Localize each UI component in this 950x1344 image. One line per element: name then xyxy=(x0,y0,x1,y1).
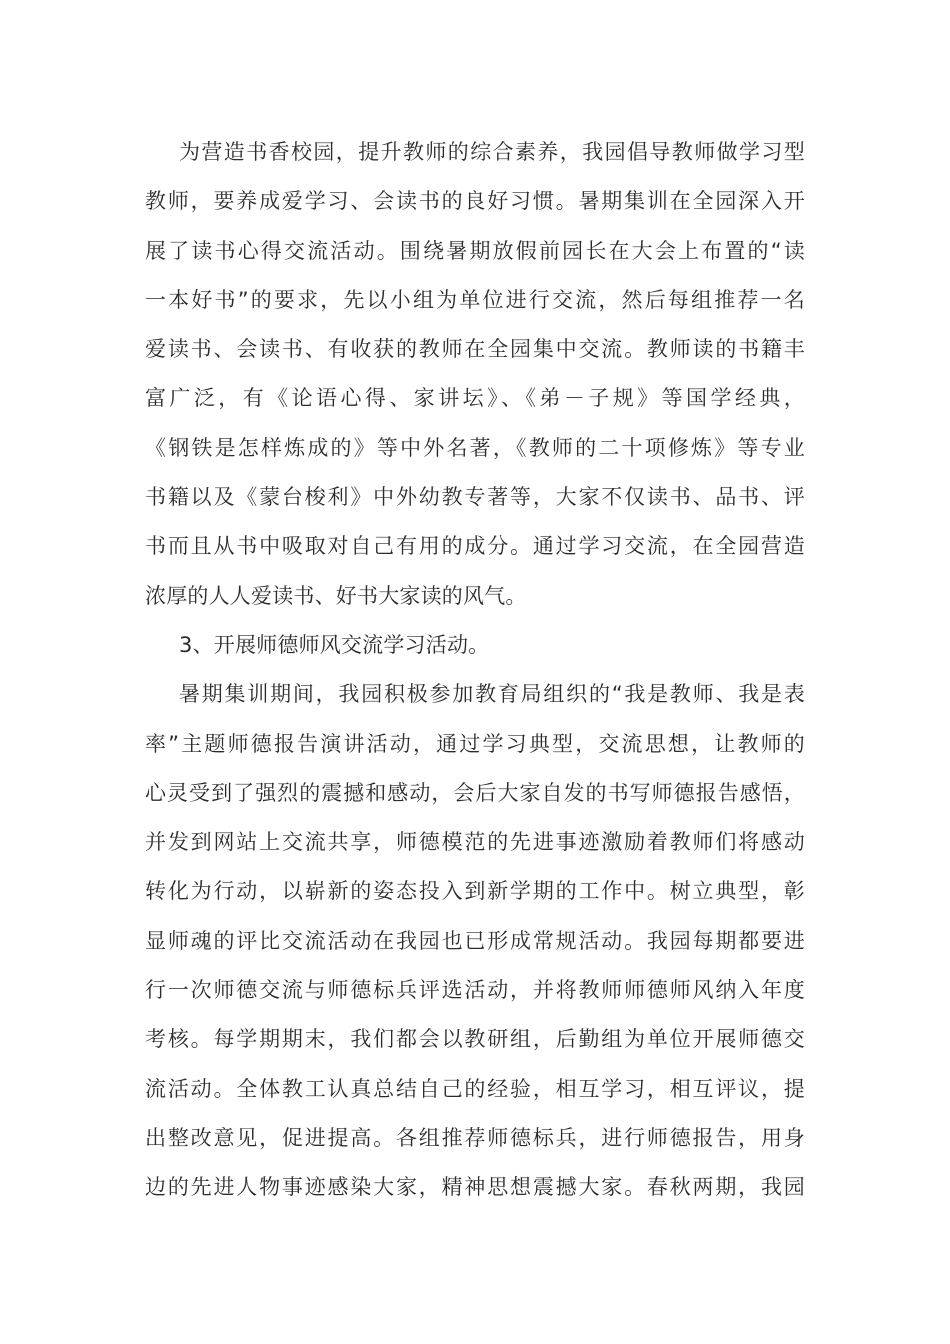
text-line: 转化为行动，以崭新的姿态投入到新学期的工作中。树立典型，彰 xyxy=(145,879,805,904)
text-line: 书籍以及《蒙台梭利》中外幼教专著等，大家不仅读书、品书、评 xyxy=(145,485,805,510)
text-line: 出整改意见，促进提高。各组推荐师德标兵，进行师德报告，用身 xyxy=(145,1125,805,1150)
text-line: 书而且从书中吸取对自己有用的成分。通过学习交流，在全园营造 xyxy=(145,534,805,559)
document-body xyxy=(145,128,805,1213)
text-line: 边的先进人物事迹感染大家，精神思想震撼大家。春秋两期，我园 xyxy=(145,1175,805,1200)
text-line: 考核。每学期期末，我们都会以教研组，后勤组为单位开展师德交 xyxy=(145,1027,805,1052)
text-line: 显师魂的评比交流活动在我园也已形成常规活动。我园每期都要进 xyxy=(145,928,805,953)
section-heading: 3、开展师德师风交流学习活动。 xyxy=(179,632,490,657)
text-line: 心灵受到了强烈的震撼和感动，会后大家自发的书写师德报告感悟， xyxy=(145,780,805,805)
text-line: 暑期集训期间，我园积极参加教育局组织的“我是教师、我是表 xyxy=(179,682,805,707)
text-line: 行一次师德交流与师德标兵评选活动，并将教师师德师风纳入年度 xyxy=(145,978,805,1003)
text-line: 展了读书心得交流活动。围绕暑期放假前园长在大会上布置的“读 xyxy=(145,238,805,263)
text-line: 流活动。全体教工认真总结自己的经验，相互学习，相互评议，提 xyxy=(145,1076,805,1101)
text-line: 爱读书、会读书、有收获的教师在全园集中交流。教师读的书籍丰 xyxy=(145,337,805,362)
text-line: 教师，要养成爱学习、会读书的良好习惯。暑期集训在全园深入开 xyxy=(145,189,805,214)
text-line: 一本好书”的要求，先以小组为单位进行交流，然后每组推荐一名 xyxy=(145,287,805,312)
text-line: 富广泛，有《论语心得、家讲坛》、《弟－子规》等国学经典， xyxy=(145,386,805,411)
text-line: 并发到网站上交流共享，师德模范的先进事迹激励着教师们将感动 xyxy=(145,830,805,855)
text-line: 《钢铁是怎样炼成的》等中外名著，《教师的二十项修炼》等专业 xyxy=(145,435,805,460)
text-line: 率”主题师德报告演讲活动，通过学习典型，交流思想，让教师的 xyxy=(145,731,805,756)
text-line: 为营造书香校园，提升教师的综合素养，我园倡导教师做学习型 xyxy=(179,140,805,164)
text-line: 浓厚的人人爱读书、好书大家读的风气。 xyxy=(145,583,527,608)
